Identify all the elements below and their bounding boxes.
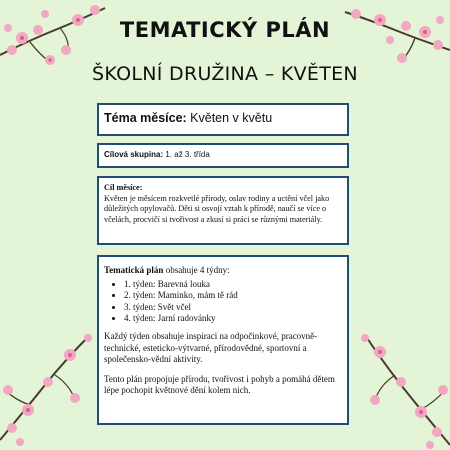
goal-label: Cíl měsíce: [104,183,143,192]
theme-value: Květen v květu [190,111,273,125]
target-group-label: Cílová skupina: [104,150,164,159]
weeks-list [104,279,342,325]
plan-label: Tematická plán [104,265,164,275]
page-subtitle: ŠKOLNÍ DRUŽINA – KVĚTEN [92,63,358,85]
plan-paragraph-summary: Tento plán propojuje přírodu, tvořivost i pohyb a pomáhá dětem lépe pochopit květnové dění kolem nich. [104,373,335,396]
plan-paragraph-activities: Každý týden obsahuje inspiraci na odpočinkové, pracovně-technické, esteticko-výtvarné, přírodovědné, sportovní a společensko-vědní aktivity. [104,330,318,365]
target-group-value: 1. až 3. třída [165,150,210,159]
list-item: • 3. týden: Svět včel [124,302,342,314]
list-item: • 2. týden: Maminko, mám tě rád [124,290,342,302]
plan-heading [104,265,342,277]
theme-label: Téma měsíce: [104,111,187,125]
goal-box [97,176,349,245]
list-item: • 1. týden: Barevná louka [124,279,342,291]
target-group-box [97,143,349,168]
cherry-blossom-branch-bottom-left [0,330,100,450]
cherry-blossom-branch-bottom-right [355,330,450,450]
plan-box [97,255,349,425]
page-title: TEMATICKÝ PLÁN [119,18,331,42]
goal-text: Květen je měsícem rozkvetlé přírody, oslav rodiny a uctění včel jako důležitých opylovačů. Děti si osvojí vztah k přírodě, naučí se více o včelách, procvičí si tvořivost a zkusí si práci se různými materiály. [104,193,330,224]
plan-intro: obsahuje 4 týdny: [165,265,230,275]
list-item: • 4. týden: Jarní radovánky [124,313,342,325]
theme-box [97,103,349,136]
